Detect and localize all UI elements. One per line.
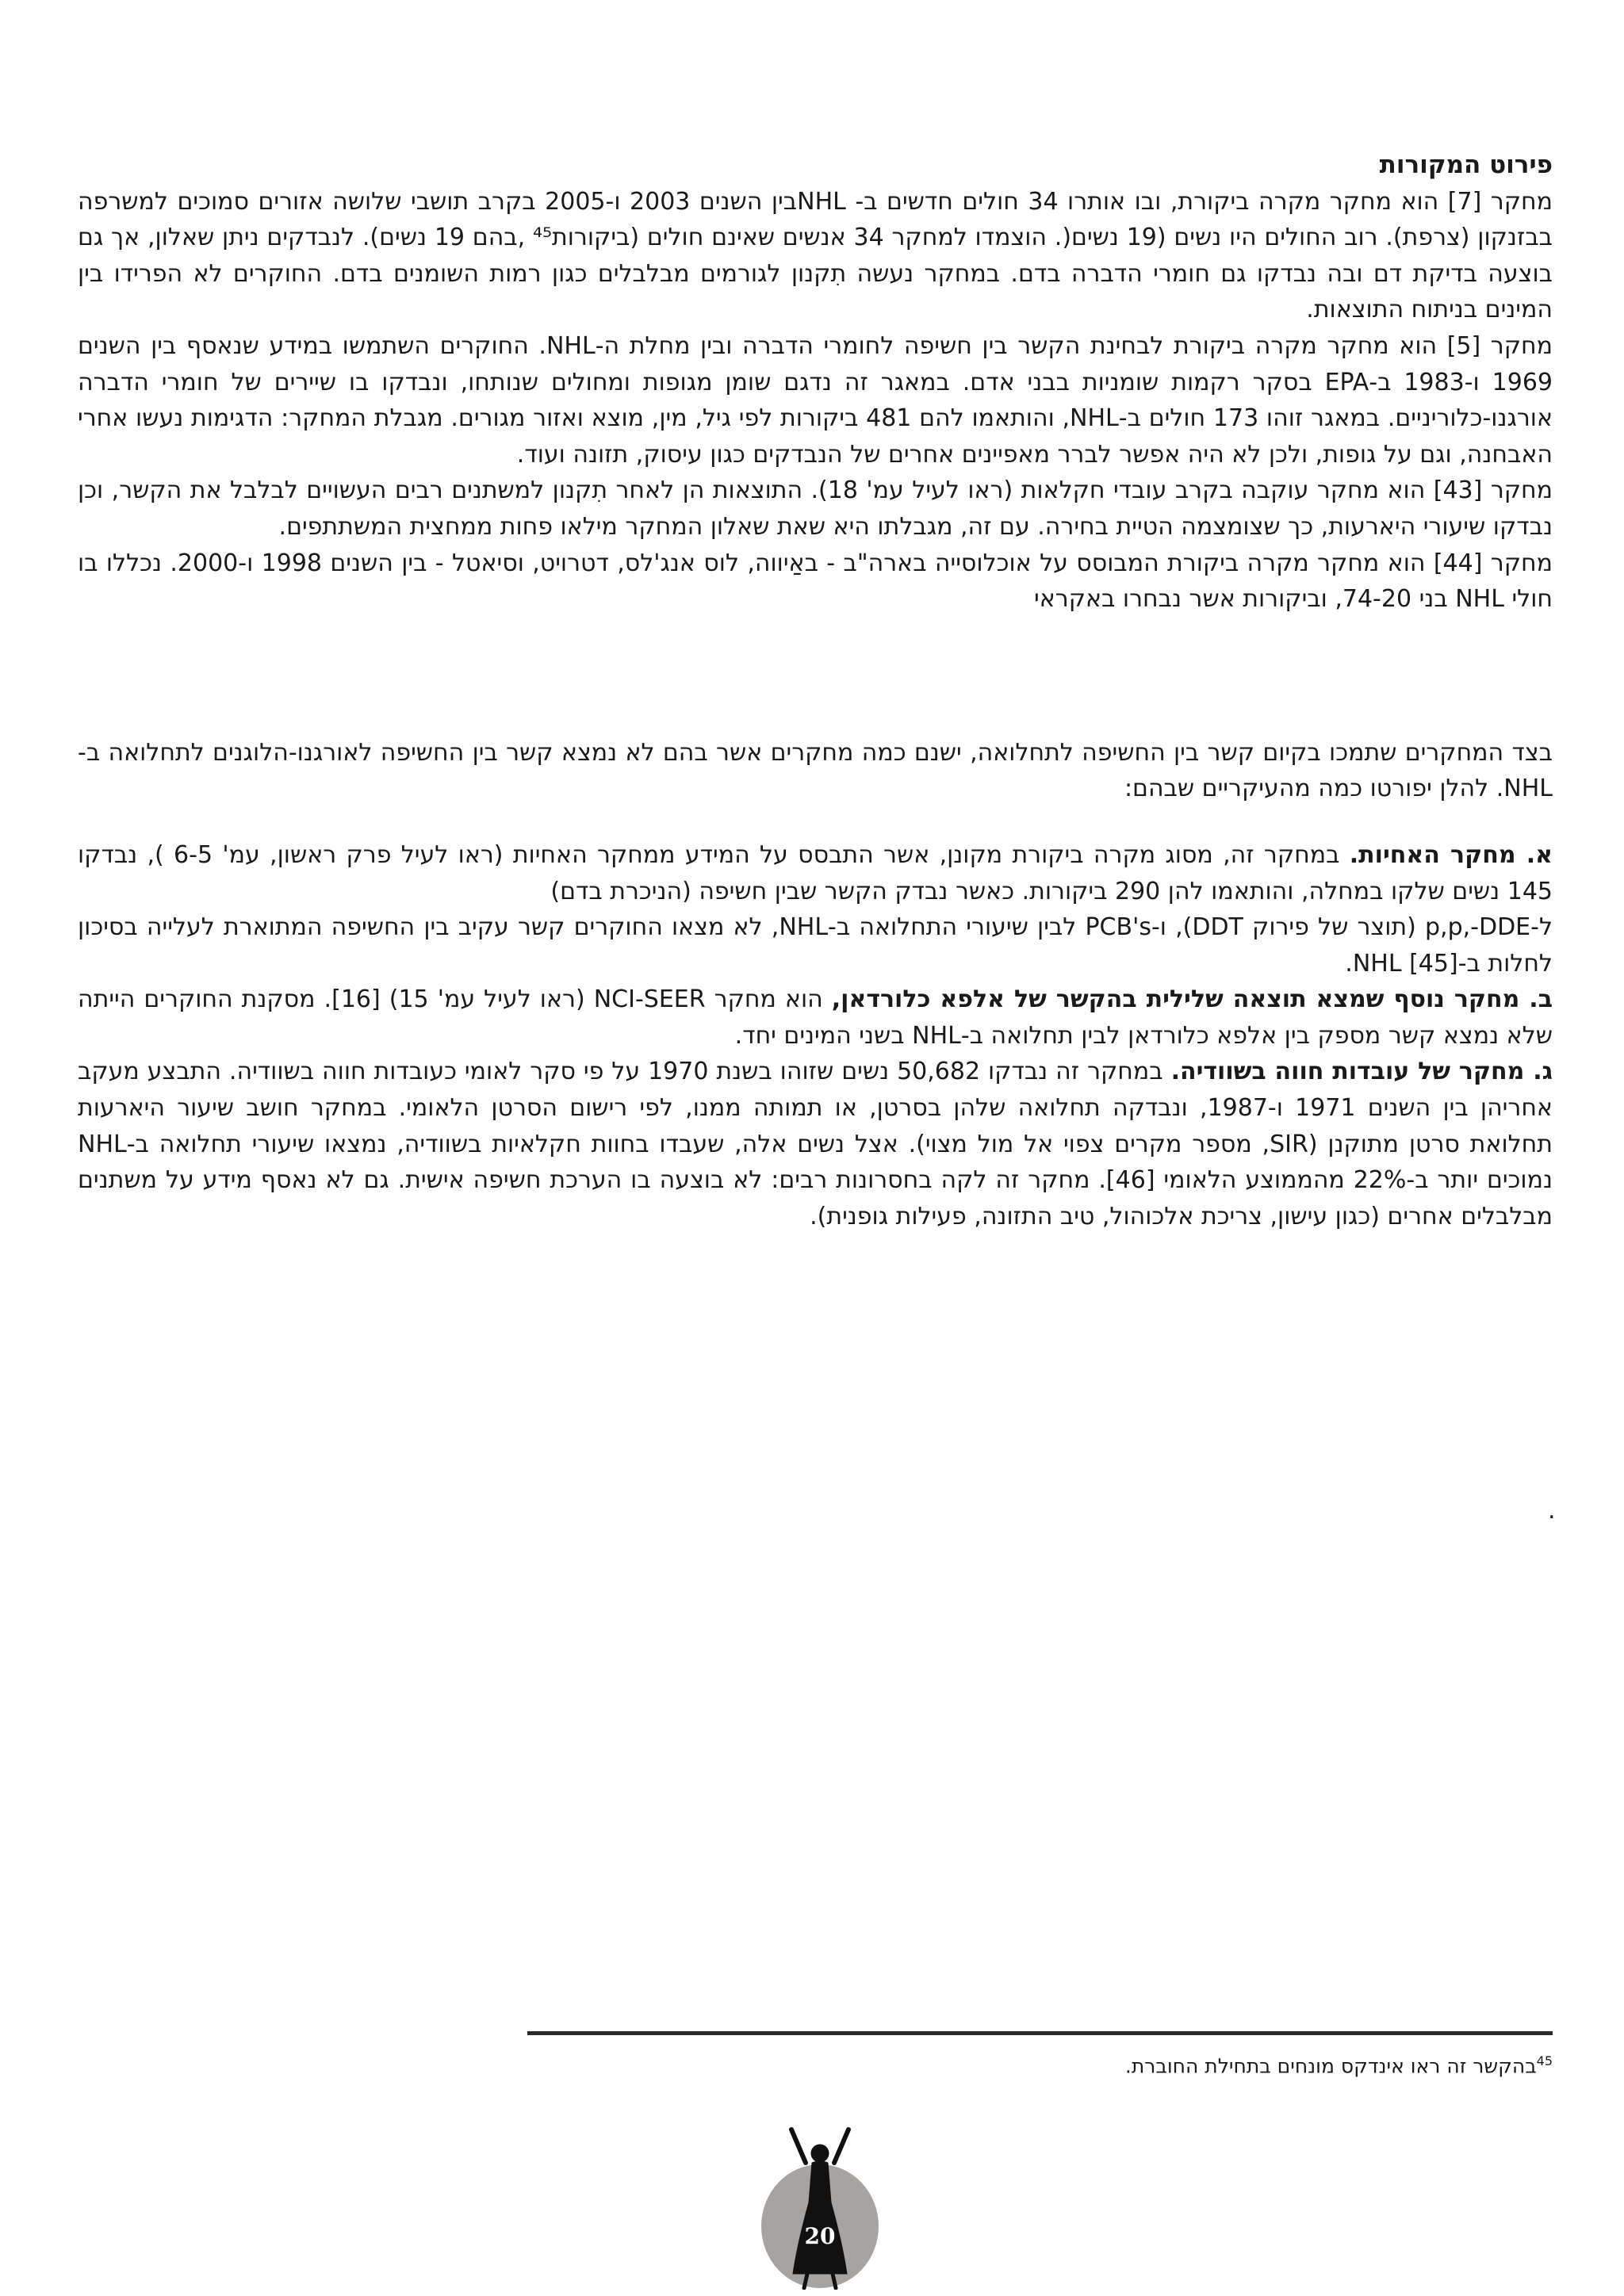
- section-heading: פירוט המקורות: [1379, 151, 1553, 179]
- item-a-text: במחקר זה, מסוג מקרה ביקורת מקונן, אשר התבסס על המידע ממחקר האחיות (ראו לעיל פרק ראשון, עמ' 6-5 ), נבדקו 145 נשים שלקו במחלה, והותאמו להן 290 ביקורות. כאשר נבדק הקשר שבין חשיפה (הניכרת בדם): [78, 840, 1553, 905]
- item-b-paragraph: [78, 982, 1553, 1054]
- page-number: 20: [804, 2223, 836, 2249]
- intro-paragraph: בצד המחקרים שתמכו בקיום קשר בין החשיפה לתחלואה, ישנם כמה מחקרים אשר בהם לא נמצא קשר בין החשיפה לאורגנו-הלוגנים לתחלואה ב-NHL. להלן יפורטו כמה מהעיקריים שבהם:: [78, 738, 1553, 803]
- main-content: [78, 147, 1553, 1234]
- footnote-divider: [527, 2031, 1553, 2035]
- section-gap: [78, 618, 1553, 735]
- item-a-paragraph: [78, 837, 1553, 909]
- footnote: [1125, 2049, 1553, 2079]
- trailing-dot: .: [1548, 1497, 1556, 1525]
- item-b-title: ב. מחקר נוסף שמצא תוצאה שלילית בהקשר של אלפא כלורדאן,: [831, 985, 1553, 1014]
- item-a-title: א. מחקר האחיות.: [1349, 840, 1553, 869]
- source-paragraph-3: מחקר [43] הוא מחקר עוקבה בקרב עובדי חקלאות (ראו לעיל עמ' 18). התוצאות הן לאחר תִקנון למשתנים רבים העשויים לבלבל את הקשר, וכן נבדקו שיעורי היארעות, כך שצומצמה הטיית בחירה. עם זה, מגבלתו היא שאת שאלון המחקר מילאו פחות ממחצית המשתתפים.: [78, 476, 1553, 541]
- page-number-badge: [760, 2123, 880, 2290]
- item-b-text: הוא מחקר NCI-SEER (ראו לעיל עמ' 15) [16]. מסקנת החוקרים הייתה שלא נמצא קשר מספק בין אלפא כלורדאן לבין תחלואה ב-NHL בשני המינים יחד.: [78, 985, 1553, 1050]
- item-c-text: במחקר זה נבדקו 50,682 נשים שזוהו בשנת 1970 על פי סקר לאומי כעובדות חווה בשוודיה. התבצע מעקב אחריהן בין השנים 1971 ו-1987, ונבדקה תחלואה שלהן בסרטן, או תמותה ממנו, לפי רישום הסרטן הלאומי. במחקר חושב שיעור היארעות תחלואת סרטן מתוקנן (SIR, מספר מקרים צפוי אל מול מצוי). אצל נשים אלה, שעבדו בחוות חקלאיות בשוודיה, נמצאו שיעורי תחלואה ב-NHL נמוכים יותר ב-22% מהממוצע הלאומי [46]. מחקר זה לקה בחסרונות רבים: לא בוצעה בו הערכת חשיפה אישית. גם לא נאסף מידע על משתנים מבלבלים אחרים (כגון עישון, צריכת אלכוהול, טיב התזונה, פעילות גופנית).: [78, 1058, 1553, 1230]
- source-paragraph-2: מחקר [5] הוא מחקר מקרה ביקורת לבחינת הקשר בין חשיפה לחומרי הדברה ובין מחלת ה-NHL. החוקרים השתמשו במידע שנאסף בין השנים 1969 ו-1983 ב-EPA בסקר רקמות שומניות בבני אדם. במאגר זה נדגם שומן מגופות ומחולים שנותחו, ונבדקו בו שיירים של חומרי הדברה אורגנו-כלוריניים. במאגר זוהו 173 חולים ב-NHL, והותאמו להם 481 ביקורות לפי גיל, מין, מוצא ואזור מגורים. מגבלת המחקר: הדגימות נעשו אחרי האבחנה, וגם על גופות, ולכן לא היה אפשר לברר מאפיינים אחרים של הנבדקים כגון עיסוק, תזונה ועוד.: [78, 331, 1553, 469]
- source-paragraph-4: מחקר [44] הוא מחקר מקרה ביקורת המבוסס על אוכלוסייה בארה"ב - באַיווה, לוס אנג'לס, דטרויט, וסיאטל - בין השנים 1998 ו-2000. נכללו בו חולי NHL בני 74-20, וביקורות אשר נבחרו באקראי: [78, 549, 1553, 614]
- item-c-title: ג. מחקר של עובדות חווה בשוודיה.: [1170, 1058, 1553, 1086]
- item-c-paragraph: [78, 1054, 1553, 1234]
- footnote-marker: 45: [1536, 2053, 1553, 2068]
- paragraph-gap: [78, 807, 1553, 837]
- source-paragraph-1: מחקר [7] הוא מחקר מקרה ביקורת, ובו אותרו 34 חולים חדשים ב- NHLבין השנים 2003 ו-2005 בקרב תושבי שלושה אזורים סמוכים למשרפה בבזנקון (צרפת). רוב החולים היו נשים (19 נשים(. הוצמדו למחקר 34 אנשים שאינם חולים (ביקורות⁴⁵ ,בהם 19 נשים). לנבדקים ניתן שאלון, אך גם בוצעה בדיקת דם ובה נבדקו גם חומרי הדברה בדם. במחקר נעשה תִקנון לגורמים מבלבלים כגון רמות השומנים בדם. החוקרים לא הפרידו בין המינים בניתוח התוצאות.: [78, 187, 1553, 324]
- item-a-continued: ל-p,p,-DDE (תוצר של פירוק DDT), ו-PCB's לבין שיעורי התחלואה ב-NHL, לא מצאו החוקרים קשר עקיב בין החשיפה המתוארת לעלייה בסיכון לחלות ב-[45] NHL.: [78, 913, 1553, 978]
- footnote-text: בהקשר זה ראו אינדקס מונחים בתחילת החוברת.: [1124, 2054, 1537, 2078]
